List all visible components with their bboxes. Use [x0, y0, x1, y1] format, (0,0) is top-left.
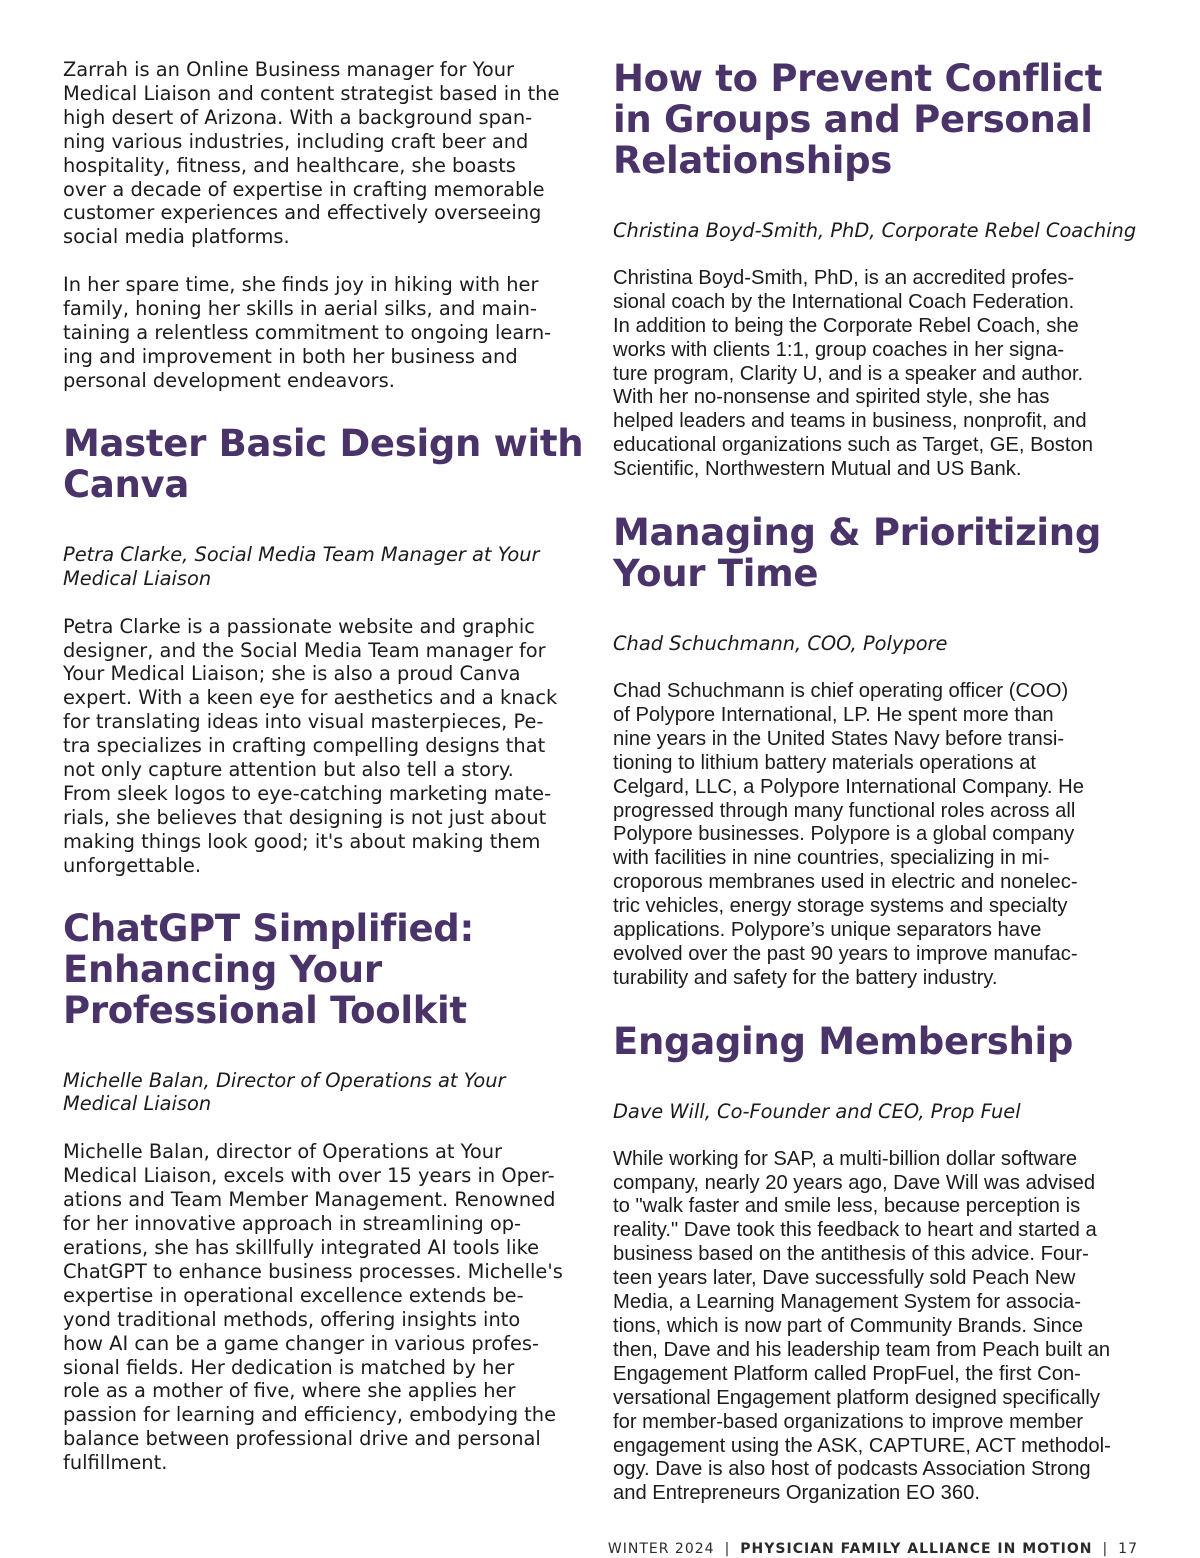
- footer-issue: WINTER 2024: [607, 1541, 715, 1557]
- intro-bio-paragraph-2: In her spare time, she finds joy in hiking with her family, honing her skills in aerial silks, and main- taining a relentless commitment to ongoing learn- ing and improvement in both her business and personal development endeavors.: [63, 273, 552, 392]
- time-session-bio: Chad Schuchmann is chief operating officer (COO) of Polypore International, LP. He spent more than nine years in the United States Navy before transi- tioning to lithium battery materials operations at Celgard, LLC, a Polypore International Company. He progressed through many functional roles across all Polypore businesses. Polypore is a global company with facilities in nine countries, specializing in mi- croporous membranes used in electric and nonelec- tric vehicles, energy storage systems and specialty applications. Polypore’s unique separators have evolved over the past 90 years to improve manufac- turability and safety for the battery industry.: [613, 679, 1084, 989]
- canva-session-bio: Petra Clarke is a passionate website and graphic designer, and the Social Media Team manager for Your Medical Liaison; she is also a proud Canva expert. With a keen eye for aesthetics and a knack for translating ideas into visual masterpieces, Pe- tra specializes in crafting compelling designs that not only capture attention but also tell a story. From sleek logos to eye-catching marketing mate- rials, she believes that designing is not just about making things look good; it's about making them unforgettable.: [63, 614, 558, 877]
- footer-page-number: 17: [1118, 1541, 1138, 1557]
- membership-session-speaker: Dave Will, Co-Founder and CEO, Prop Fuel: [613, 1099, 1021, 1123]
- page-footer: [608, 1541, 1138, 1557]
- canva-session-title: Master Basic Design with Canva: [63, 421, 584, 506]
- time-session-title: Managing & Prioritizing Your Time: [613, 511, 1102, 596]
- canva-session-speaker: Petra Clarke, Social Media Team Manager at Your Medical Liaison: [63, 542, 540, 590]
- left-column: [63, 58, 593, 1499]
- conflict-session-bio: Christina Boyd-Smith, PhD, is an accredited profes- sional coach by the International Coach Federation. In addition to being the Corporate Rebel Coach, she works with clients 1:1, group coaches in her signa- ture program, Clarity U, and is a speaker and author. With her no-nonsense and spirited style, she has helped leaders and teams in business, nonprofit, and educational organizations such as Target, GE, Boston Scientific, Northwestern Mutual and US Bank.: [613, 266, 1093, 481]
- intro-bio-paragraph-1: Zarrah is an Online Business manager for Your Medical Liaison and content strategist based in the high desert of Arizona. With a background span- ning various industries, including craft beer and hospitality, fitness, and healthcare, she boasts over a decade of expertise in crafting memorable customer experiences and effectively overseeing social media platforms.: [63, 58, 560, 249]
- membership-session-title: Engaging Membership: [613, 1019, 1074, 1063]
- chatgpt-session-speaker: Michelle Balan, Director of Operations at Your Medical Liaison: [63, 1068, 506, 1116]
- footer-publication: PHYSICIAN FAMILY ALLIANCE IN MOTION: [740, 1541, 1093, 1557]
- membership-session-bio: While working for SAP, a multi-billion dollar software company, nearly 20 years ago, Dave Will was advised to "walk faster and smile less, because perception is reality." Dave took this feedback to heart and started a business based on the antithesis of this advice. Four- teen years later, Dave successfully sold Peach New Media, a Learning Management System for associa- tions, which is now part of Community Brands. Since then, Dave and his leadership team from Peach built an Engagement Platform called PropFuel, the first Con- versational Engagement platform designed specifically for member-based organizations to improve member engagement using the ASK, CAPTURE, ACT methodol- ogy. Dave is also host of podcasts Association Strong and Entrepreneurs Organization EO 360.: [613, 1147, 1111, 1505]
- right-column: [613, 58, 1143, 1530]
- chatgpt-session-bio: Michelle Balan, director of Operations at Your Medical Liaison, excels with over 15 years in Oper- ations and Team Member Management. Renowned for her innovative approach in streamlining op- erations, she has skillfully integrated AI tools like ChatGPT to enhance business processes. Michelle's expertise in operational excellence extends be- yond traditional methods, offering insights into how AI can be a game changer in various profes- sional fields. Her dedication is matched by her role as a mother of five, where she applies her passion for learning and efficiency, embodying the balance between professional drive and personal fulfillment.: [63, 1140, 563, 1475]
- footer-separator: |: [724, 1541, 731, 1557]
- conflict-session-speaker: Christina Boyd-Smith, PhD, Corporate Rebel Coaching: [613, 219, 1137, 242]
- time-session-speaker: Chad Schuchmann, COO, Polypore: [613, 632, 948, 656]
- chatgpt-session-title: ChatGPT Simplified: Enhancing Your Professional Toolkit: [63, 906, 474, 1032]
- footer-separator-2: |: [1102, 1541, 1109, 1557]
- conflict-session-title: How to Prevent Conflict in Groups and Personal Relationships: [613, 57, 1103, 182]
